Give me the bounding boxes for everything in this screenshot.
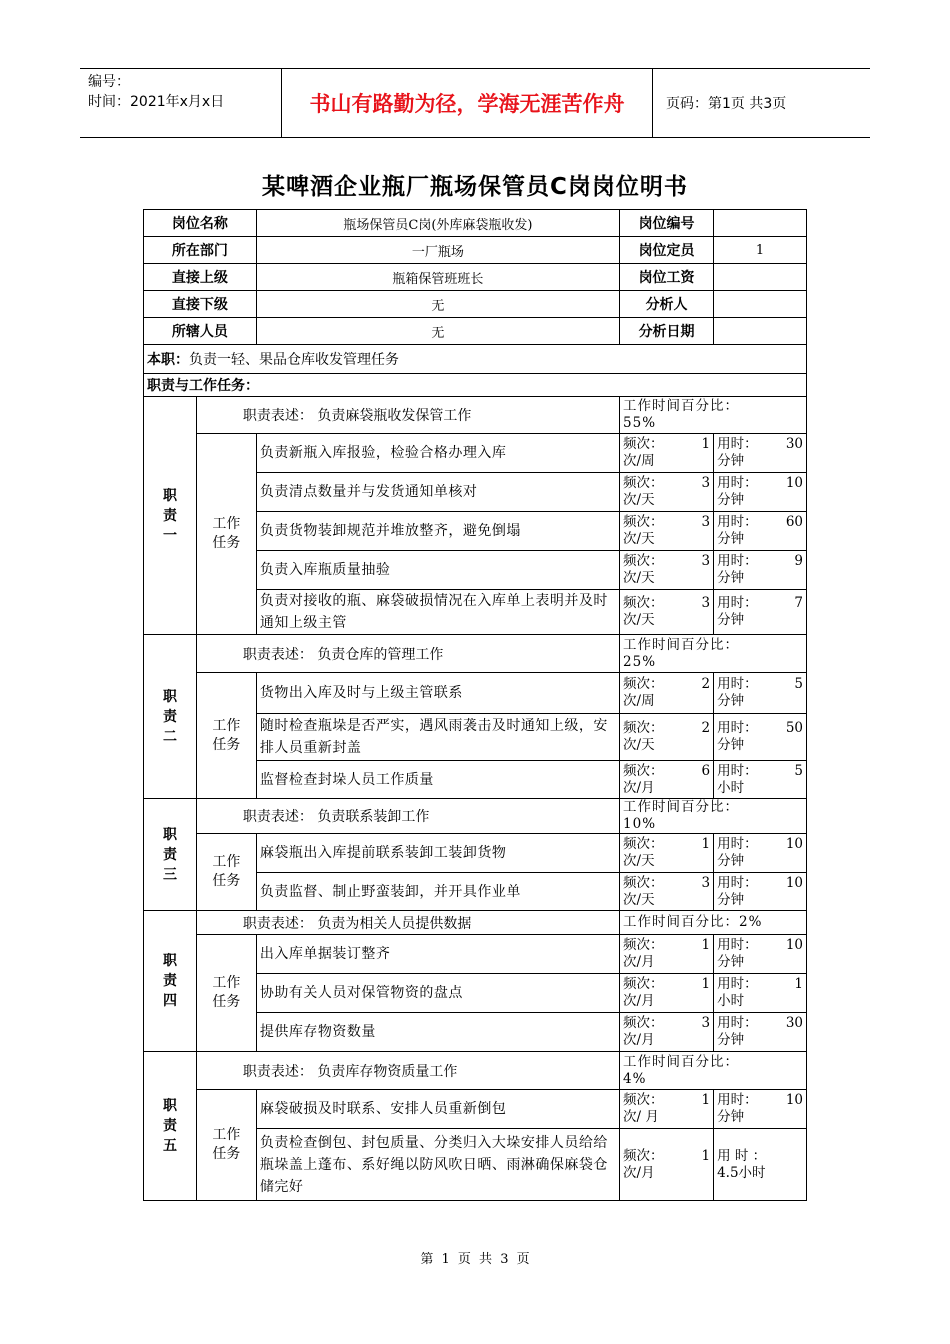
info-row — [144, 237, 807, 264]
duration-line-2: 分钟 — [717, 612, 745, 628]
task-duration — [714, 590, 807, 635]
frequency-line-1 — [623, 436, 710, 453]
frequency-value: 2 — [701, 676, 711, 692]
duty-name-char: 一 — [162, 527, 177, 544]
task-duration — [714, 1013, 807, 1052]
info-label: 岗位名称 — [144, 210, 257, 237]
duration-line-2: 分钟 — [717, 492, 745, 508]
task-duration — [714, 434, 807, 473]
frequency-label: 频次： — [623, 595, 664, 611]
duty-statement: 职责表述： 负责为相关人员提供数据 — [196, 911, 619, 935]
duration-line-2: 分钟 — [717, 737, 745, 753]
duration-value: 60 — [785, 514, 803, 530]
frequency-label: 频次： — [623, 1147, 664, 1164]
work-time-percentage — [620, 635, 807, 673]
pct-line-1: 工作时间百分比： — [623, 799, 740, 815]
frequency-label: 频次： — [623, 1092, 664, 1108]
frequency-line-1 — [623, 676, 710, 693]
frequency-line-2: 次/天 — [623, 612, 655, 628]
duty-statement: 职责表述： 负责库存物资质量工作 — [196, 1052, 619, 1090]
duration-line-1 — [717, 436, 803, 453]
duty-name — [144, 799, 197, 911]
frequency-label: 频次： — [623, 937, 664, 953]
duration-line-1 — [717, 676, 803, 693]
job-description-table — [143, 209, 807, 1201]
duty-name-char: 二 — [162, 728, 177, 745]
duty-statement-row — [144, 397, 807, 434]
duration-line-1 — [717, 1092, 803, 1109]
duration-value: 9 — [794, 553, 803, 569]
task-frequency — [620, 714, 714, 761]
document-header — [80, 68, 870, 138]
task-frequency — [620, 761, 714, 799]
frequency-value: 3 — [701, 874, 711, 891]
frequency-line-2: 次/周 — [623, 453, 655, 469]
task-description: 负责对接收的瓶、麻袋破损情况在入库单上表明并及时通知上级主管 — [256, 590, 619, 635]
duration-value: 10 — [785, 1092, 803, 1108]
info-row — [144, 291, 807, 318]
task-duration — [714, 1129, 807, 1201]
duty-name-char: 责 — [162, 708, 177, 725]
duration-line-1 — [717, 514, 803, 531]
task-description: 麻袋瓶出入库提前联系装卸工装卸货物 — [256, 834, 619, 873]
pct-line-1: 工作时间百分比：2% — [623, 914, 763, 930]
duration-line-2: 分钟 — [717, 1109, 745, 1125]
frequency-line-1 — [623, 1015, 710, 1032]
task-label-part: 任务 — [212, 1146, 241, 1162]
task-description: 负责入库瓶质量抽验 — [256, 551, 619, 590]
duty-statement: 职责表述： 负责麻袋瓶收发保管工作 — [196, 397, 619, 434]
pct-line-2: 55% — [623, 415, 657, 431]
duration-line-2: 小时 — [717, 779, 745, 796]
frequency-value: 2 — [701, 720, 711, 736]
duration-label: 用时： — [717, 836, 758, 852]
info-value — [714, 291, 807, 318]
task-description: 负责新瓶入库报验，检验合格办理入库 — [256, 434, 619, 473]
duration-value: 7 — [794, 595, 803, 611]
frequency-value: 3 — [701, 595, 711, 611]
frequency-value: 3 — [701, 553, 711, 569]
task-duration — [714, 834, 807, 873]
task-frequency — [620, 873, 714, 911]
duration-line-2: 分钟 — [717, 853, 745, 869]
duration-value: 30 — [785, 436, 803, 452]
duty-name — [144, 911, 197, 1052]
frequency-value: 1 — [701, 1092, 711, 1108]
duty-name-char: 职 — [162, 1098, 177, 1114]
task-label-part: 任务 — [212, 535, 241, 551]
duration-label: 用 时 ： — [717, 1147, 767, 1164]
info-label: 分析日期 — [620, 318, 714, 345]
duty-statement-row — [144, 635, 807, 673]
frequency-value: 6 — [701, 762, 711, 779]
task-description: 监督检查封垛人员工作质量 — [256, 761, 619, 799]
duty-statement-row — [144, 911, 807, 935]
frequency-label: 频次： — [623, 836, 664, 852]
duration-label: 用时： — [717, 1092, 758, 1108]
duration-line-2: 分钟 — [717, 954, 745, 970]
duty-name-char: 职 — [162, 487, 177, 504]
info-label: 岗位定员 — [620, 237, 714, 264]
frequency-line-2: 次/月 — [623, 954, 655, 970]
frequency-line-2: 次/天 — [623, 853, 655, 869]
frequency-line-2: 次/天 — [623, 570, 655, 586]
task-description: 负责检查倒包、封包质量、分类归入大垛安排人员给给瓶垛盖上蓬布、系好绳以防风吹日晒、雨淋确保麻袋仓储完好 — [256, 1129, 619, 1201]
info-row — [144, 264, 807, 291]
task-description: 负责监督、制止野蛮装卸，并开具作业单 — [256, 873, 619, 911]
duration-line-1 — [717, 1015, 803, 1032]
duty-name — [144, 1052, 197, 1201]
frequency-value: 3 — [701, 475, 711, 491]
duration-label: 用时： — [717, 475, 758, 491]
info-value: 无 — [256, 291, 619, 318]
duration-line-2: 4.5小时 — [717, 1164, 766, 1181]
frequency-line-1 — [623, 514, 710, 531]
task-label-cell — [196, 834, 256, 911]
frequency-label: 频次： — [623, 475, 664, 491]
main-duty-label: 本职： — [147, 352, 189, 368]
pct-line-2: 10% — [623, 816, 657, 832]
header-meta — [80, 69, 282, 137]
duration-line-1 — [717, 937, 803, 954]
duty-statement-row — [144, 1052, 807, 1090]
task-frequency — [620, 512, 714, 551]
frequency-label: 频次： — [623, 720, 664, 736]
frequency-line-1 — [623, 836, 710, 853]
task-description: 出入库单据装订整齐 — [256, 935, 619, 974]
frequency-line-2: 次/月 — [623, 1164, 655, 1181]
info-label: 岗位编号 — [620, 210, 714, 237]
time-label: 时间：2021年x月x日 — [88, 94, 225, 110]
pct-line-2: 25% — [623, 653, 657, 670]
info-label: 分析人 — [620, 291, 714, 318]
duration-line-2: 分钟 — [717, 891, 745, 908]
main-duty-row — [144, 345, 807, 374]
duration-value: 10 — [785, 874, 803, 891]
task-label-part: 工作 — [212, 717, 241, 734]
task-label-cell — [196, 1090, 256, 1201]
work-time-percentage — [620, 397, 807, 434]
pct-line-2: 4% — [623, 1070, 647, 1087]
frequency-line-1 — [623, 763, 710, 780]
work-time-percentage — [620, 799, 807, 834]
duty-statement: 职责表述： 负责联系装卸工作 — [196, 799, 619, 834]
task-row — [144, 434, 807, 473]
task-row — [144, 834, 807, 873]
duration-value: 10 — [785, 937, 803, 953]
task-description: 提供库存物资数量 — [256, 1013, 619, 1052]
work-time-percentage — [620, 911, 807, 935]
frequency-line-2: 次/月 — [623, 993, 655, 1009]
task-duration — [714, 873, 807, 911]
task-row — [144, 935, 807, 974]
duty-name-char: 职 — [162, 826, 177, 843]
task-frequency — [620, 1129, 714, 1201]
task-label-cell — [196, 935, 256, 1052]
duration-value: 50 — [785, 720, 803, 736]
frequency-line-2: 次/ 月 — [623, 1109, 659, 1125]
info-row — [144, 210, 807, 237]
frequency-line-1 — [623, 1092, 710, 1109]
duration-line-2: 分钟 — [717, 1032, 745, 1048]
frequency-line-1 — [623, 1148, 710, 1165]
duration-value: 5 — [794, 762, 803, 779]
task-duration — [714, 761, 807, 799]
duration-label: 用时： — [717, 720, 758, 736]
frequency-label: 频次： — [623, 553, 664, 569]
task-frequency — [620, 673, 714, 714]
info-value: 1 — [714, 237, 807, 264]
frequency-value: 3 — [701, 1015, 711, 1031]
task-label-cell — [196, 434, 256, 635]
duration-line-1 — [717, 875, 803, 892]
pct-line-1: 工作时间百分比： — [623, 398, 740, 414]
duty-name-char: 五 — [162, 1138, 177, 1154]
duty-name-char: 四 — [162, 993, 177, 1009]
main-duty-text: 负责一轻、果品仓库收发管理任务 — [189, 352, 399, 368]
number-label: 编号： — [88, 74, 130, 90]
task-duration — [714, 935, 807, 974]
info-row — [144, 318, 807, 345]
duration-label: 用时： — [717, 976, 758, 992]
duration-label: 用时： — [717, 676, 758, 692]
frequency-value: 1 — [701, 836, 711, 852]
header-page-info: 页码：第1页 共3页 — [666, 96, 787, 112]
duration-line-1 — [717, 595, 803, 612]
task-duration — [714, 714, 807, 761]
frequency-label: 频次： — [623, 762, 664, 779]
info-label: 岗位工资 — [620, 264, 714, 291]
task-frequency — [620, 590, 714, 635]
header-motto: 书山有路勤为径，学海无涯苦作舟 — [282, 69, 653, 137]
frequency-line-2: 次/天 — [623, 531, 655, 547]
info-value — [714, 264, 807, 291]
task-row — [144, 673, 807, 714]
duration-value: 30 — [785, 1015, 803, 1031]
task-description: 协助有关人员对保管物资的盘点 — [256, 974, 619, 1013]
task-frequency — [620, 473, 714, 512]
task-duration — [714, 512, 807, 551]
duration-label: 用时： — [717, 514, 758, 530]
page-footer: 第 1 页 共 3 页 — [420, 1252, 530, 1267]
work-time-percentage — [620, 1052, 807, 1090]
task-description: 负责清点数量并与发货通知单核对 — [256, 473, 619, 512]
task-frequency — [620, 1090, 714, 1129]
task-description: 随时检查瓶垛是否严实，遇风雨袭击及时通知上级，安排人员重新封盖 — [256, 714, 619, 761]
frequency-line-1 — [623, 475, 710, 492]
duration-value: 5 — [794, 676, 803, 692]
duration-line-2: 分钟 — [717, 570, 745, 586]
frequency-line-1 — [623, 720, 710, 737]
duration-line-1 — [717, 1148, 803, 1165]
frequency-label: 频次： — [623, 1015, 664, 1031]
info-value — [714, 210, 807, 237]
task-description: 麻袋破损及时联系、安排人员重新倒包 — [256, 1090, 619, 1129]
duty-statement-row — [144, 799, 807, 834]
duration-line-1 — [717, 763, 803, 780]
frequency-label: 频次： — [623, 514, 664, 530]
frequency-line-1 — [623, 553, 710, 570]
frequency-label: 频次： — [623, 436, 664, 452]
duty-name-char: 责 — [162, 846, 177, 863]
task-label-part: 工作 — [212, 516, 241, 532]
frequency-value: 3 — [701, 514, 711, 530]
duties-section-label: 职责与工作任务： — [144, 374, 807, 397]
duty-statement: 职责表述： 负责仓库的管理工作 — [196, 635, 619, 673]
task-label-part: 工作 — [212, 975, 241, 991]
duration-value: 10 — [785, 475, 803, 491]
task-label-part: 任务 — [212, 994, 241, 1010]
duty-name — [144, 397, 197, 635]
info-value: 瓶场保管员C岗(外库麻袋瓶收发) — [256, 210, 619, 237]
frequency-value: 1 — [701, 436, 711, 452]
task-frequency — [620, 551, 714, 590]
task-row — [144, 1090, 807, 1129]
task-frequency — [620, 1013, 714, 1052]
duration-value: 10 — [785, 836, 803, 852]
task-frequency — [620, 935, 714, 974]
task-description: 负责货物装卸规范并堆放整齐，避免倒塌 — [256, 512, 619, 551]
duration-line-2: 分钟 — [717, 453, 745, 469]
frequency-line-1 — [623, 976, 710, 993]
duties-section-row — [144, 374, 807, 397]
duty-name-char: 责 — [162, 1118, 177, 1134]
duty-name-char: 三 — [162, 866, 177, 883]
frequency-line-1 — [623, 595, 710, 612]
document-title: 某啤酒企业瓶厂瓶场保管员C岗岗位明书 — [262, 174, 688, 200]
duration-line-1 — [717, 976, 803, 993]
main-duty-cell — [144, 345, 807, 374]
duration-line-1 — [717, 553, 803, 570]
duration-line-1 — [717, 720, 803, 737]
duty-name-char: 职 — [162, 688, 177, 705]
task-frequency — [620, 974, 714, 1013]
frequency-value: 1 — [701, 1147, 711, 1164]
duty-name-char: 责 — [162, 507, 177, 524]
info-label: 直接下级 — [144, 291, 257, 318]
duration-label: 用时： — [717, 595, 758, 611]
duration-label: 用时： — [717, 937, 758, 953]
duration-line-2: 分钟 — [717, 693, 745, 709]
duration-label: 用时： — [717, 762, 758, 779]
task-duration — [714, 1090, 807, 1129]
frequency-line-2: 次/天 — [623, 737, 655, 753]
frequency-label: 频次： — [623, 874, 664, 891]
info-label: 所在部门 — [144, 237, 257, 264]
pct-line-1: 工作时间百分比： — [623, 1053, 740, 1070]
frequency-line-1 — [623, 875, 710, 892]
task-frequency — [620, 434, 714, 473]
task-description: 货物出入库及时与上级主管联系 — [256, 673, 619, 714]
duration-line-2: 小时 — [717, 993, 745, 1009]
frequency-line-2: 次/天 — [623, 492, 655, 508]
task-label-part: 工作 — [212, 854, 241, 870]
duty-name — [144, 635, 197, 799]
task-label-part: 任务 — [212, 873, 241, 889]
duration-line-1 — [717, 836, 803, 853]
frequency-label: 频次： — [623, 676, 664, 692]
info-value — [714, 318, 807, 345]
frequency-value: 1 — [701, 976, 711, 992]
task-frequency — [620, 834, 714, 873]
info-label: 直接上级 — [144, 264, 257, 291]
info-value: 无 — [256, 318, 619, 345]
duration-line-1 — [717, 475, 803, 492]
frequency-line-2: 次/月 — [623, 1032, 655, 1048]
info-label: 所辖人员 — [144, 318, 257, 345]
task-duration — [714, 551, 807, 590]
task-label-cell — [196, 673, 256, 799]
duration-label: 用时： — [717, 553, 758, 569]
duration-label: 用时： — [717, 874, 758, 891]
frequency-line-2: 次/天 — [623, 891, 655, 908]
frequency-line-2: 次/周 — [623, 693, 655, 709]
info-value: 瓶箱保管班班长 — [256, 264, 619, 291]
info-value: 一厂瓶场 — [256, 237, 619, 264]
frequency-value: 1 — [701, 937, 711, 953]
pct-line-1: 工作时间百分比： — [623, 636, 740, 653]
frequency-label: 频次： — [623, 976, 664, 992]
task-label-part: 工作 — [212, 1127, 241, 1143]
task-duration — [714, 974, 807, 1013]
duration-value: 1 — [794, 976, 803, 992]
duty-name-char: 职 — [162, 953, 177, 969]
duration-label: 用时： — [717, 1015, 758, 1031]
task-duration — [714, 673, 807, 714]
task-duration — [714, 473, 807, 512]
frequency-line-1 — [623, 937, 710, 954]
duty-name-char: 责 — [162, 973, 177, 989]
duration-label: 用时： — [717, 436, 758, 452]
frequency-line-2: 次/月 — [623, 779, 655, 796]
duration-line-2: 分钟 — [717, 531, 745, 547]
task-label-part: 任务 — [212, 736, 241, 753]
